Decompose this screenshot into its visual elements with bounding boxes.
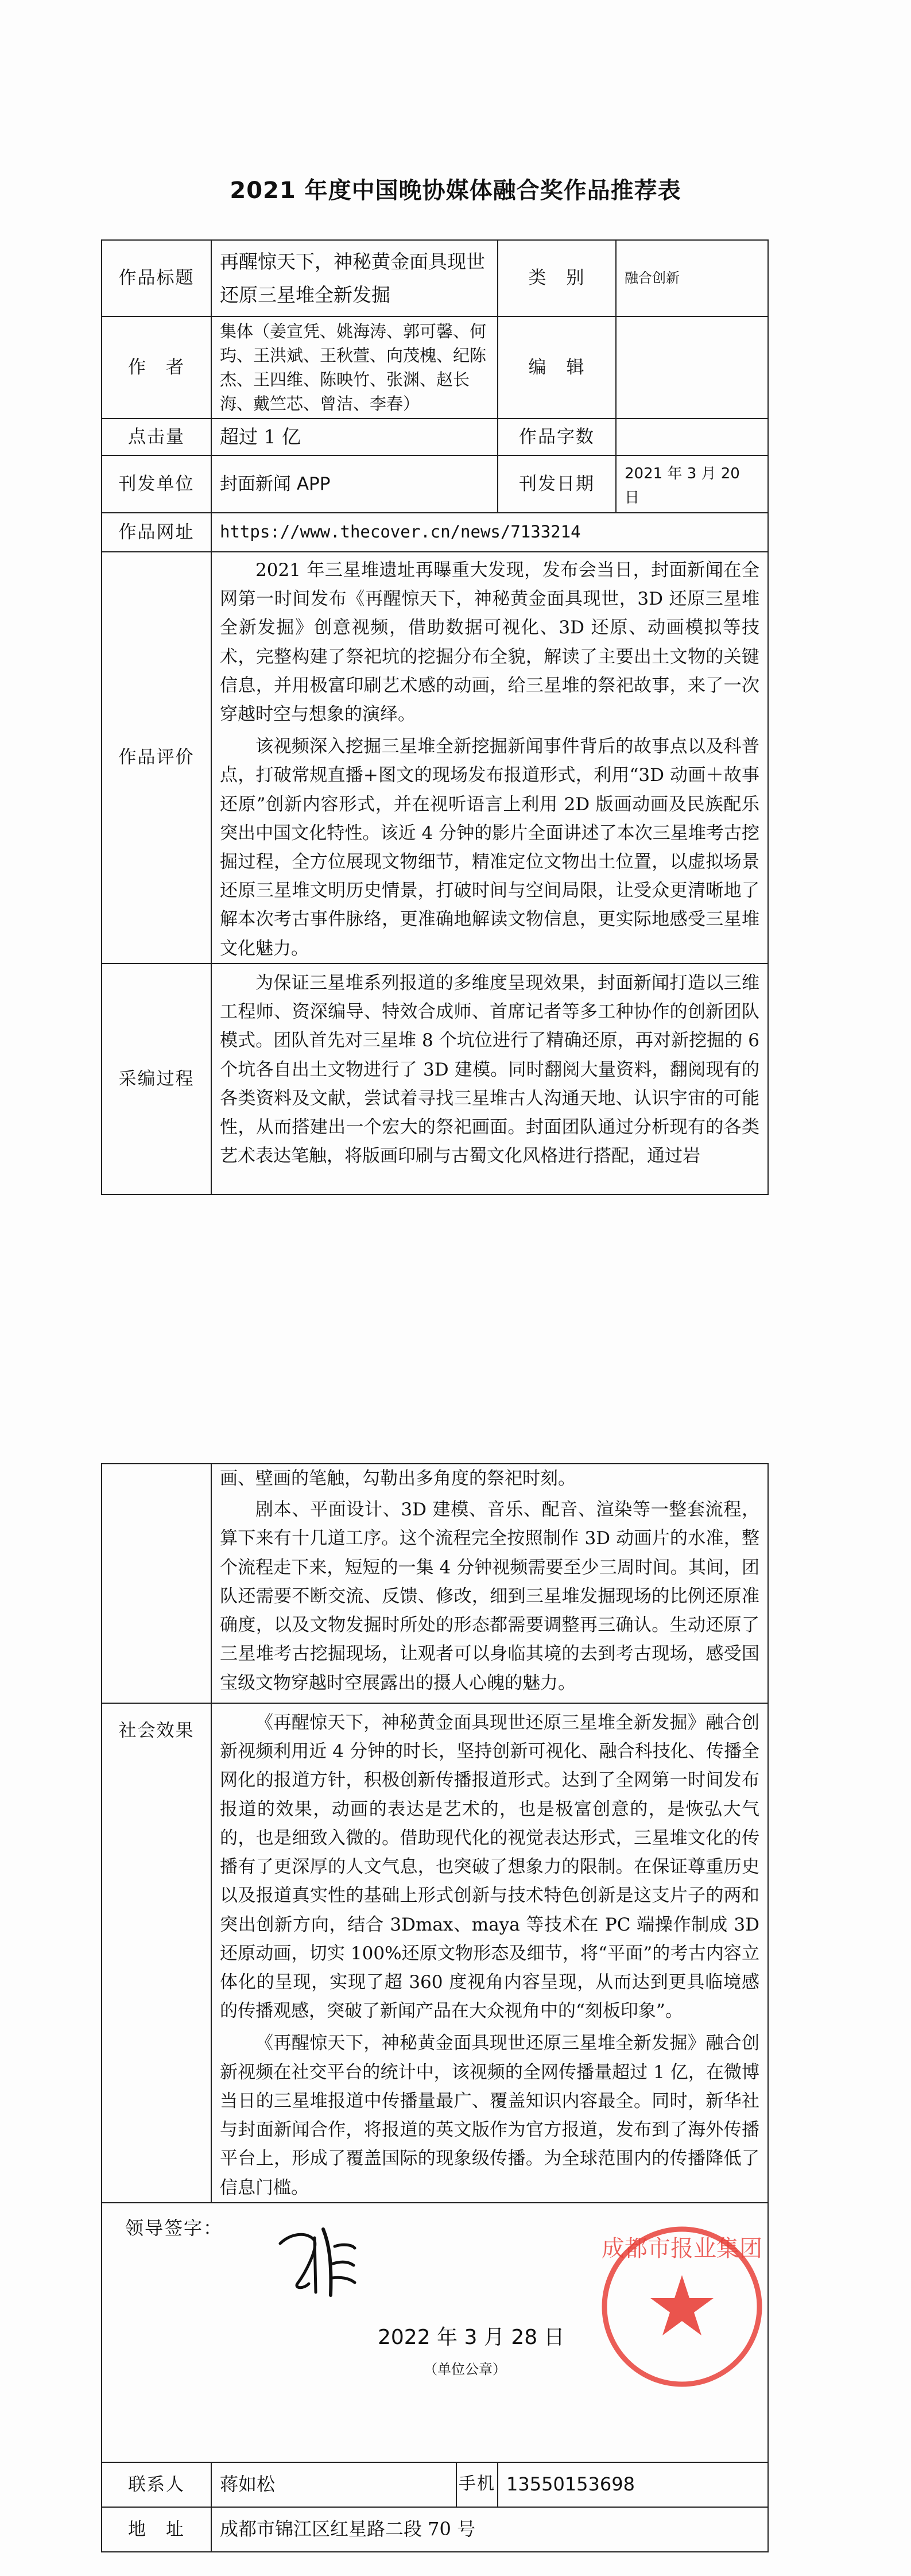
clicks-label: 点击量 — [102, 419, 211, 455]
process-label: 采编过程 — [102, 964, 211, 1194]
address-label: 地 址 — [102, 2507, 211, 2552]
word-count-label: 作品字数 — [498, 419, 616, 455]
publisher-label: 刊发单位 — [102, 455, 211, 513]
recommendation-form-part1 — [101, 239, 769, 1195]
document-title: 2021 年度中国晚协媒体融合奖作品推荐表 — [230, 177, 681, 204]
process-content-part2 — [211, 1464, 768, 1703]
publisher-value: 封面新闻 APP — [211, 455, 498, 513]
row-signature — [102, 2203, 768, 2462]
sign-date: 2022 年 3 月 28 日 — [378, 2325, 565, 2349]
clicks-value: 超过 1 亿 — [211, 419, 498, 455]
phone-value: 13550153698 — [498, 2462, 768, 2507]
url-value[interactable]: https://www.thecover.cn/news/7133214 — [211, 513, 768, 552]
process-content-part1 — [211, 964, 768, 1194]
effect-content — [211, 1703, 768, 2203]
process-paragraph: 剧本、平面设计、3D 建模、音乐、配音、渲染等一整套流程，算下来有十几道工序。这个流程完全按照制作 3D 动画片的水准，整个流程走下来，短短的一集 4 分钟视频需要至少三周时间。其间，团队还需要不断交流、反馈、修改，细到三星堆发掘现场的比例还原准确度，以及文物发掘时所处的形态都需要调整再三确认。生动还原了三星堆考古挖掘现场，让观者可以身临其境的去到考古现场，感受国宝级文物穿越时空展露出的摄人心魄的魅力。 — [220, 1499, 760, 1693]
url-label: 作品网址 — [102, 513, 211, 552]
seal-text: 成都市报业集团 — [602, 2235, 762, 2262]
work-title-label: 作品标题 — [102, 240, 211, 316]
row-contact — [102, 2462, 768, 2507]
process-paragraph: 为保证三星堆系列报道的多维度呈现效果，封面新闻打造以三维工程师、资深编导、特效合成师、首席记者等多工种协作的创新团队模式。团队首先对三星堆 8 个坑位进行了精确还原，再对新挖掘的 6 个坑各自出土文物进行了 3D 建模。同时翻阅大量资料，翻阅现有的各类资料及文献，尝试着寻找三星堆古人沟通天地、认识宇宙的可能性，从而搭建出一个宏大的祭祀画面。封面团队通过分析现有的各类艺术表达笔触，将版画印刷与古蜀文化风格进行搭配，通过岩 — [220, 972, 759, 1167]
evaluation-content — [211, 552, 768, 964]
row-authors — [102, 316, 768, 419]
work-title-value: 再醒惊天下，神秘黄金面具现世还原三星堆全新发掘 — [211, 240, 498, 316]
row-url — [102, 513, 768, 552]
handwritten-signature — [274, 2221, 360, 2301]
category-label: 类 别 — [498, 240, 616, 316]
evaluation-paragraph: 2021 年三星堆遗址再曝重大发现，发布会当日，封面新闻在全网第一时间发布《再醒惊天下，神秘黄金面具现世，3D 还原三星堆全新发掘》创意视频，借助数据可视化、3D 还原、动画模拟等技术，完整构建了祭祀坑的挖掘分布全貌，解读了主要出土文物的关键信息，并用极富印刷艺术感的动画，给三星堆的祭祀故事，来了一次穿越时空与想象的演绎。 — [220, 559, 759, 725]
row-effect — [102, 1703, 768, 2203]
evaluation-paragraph: 该视频深入挖掘三星堆全新挖掘新闻事件背后的故事点以及科普点，打破常规直播+图文的现场发布报道形式，利用“3D 动画＋故事还原”创新内容形式，并在视听语言上利用 2D 版画动画及民族配乐突出中国文化特性。该近 4 分钟的影片全面讲述了本次三星堆考古挖掘过程，全方位展现文物细节，精准定位文物出土位置，以虚拟场景还原三星堆文明历史情景，打破时间与空间局限，让受众更清晰地了解本次考古事件脉络，更准确地解读文物信息，更实际地感受三星堆文化魅力。 — [220, 736, 759, 959]
address-value: 成都市锦江区红星路二段 70 号 — [211, 2507, 768, 2552]
process-label-continued — [102, 1464, 211, 1703]
phone-label: 手机 — [456, 2462, 498, 2507]
official-seal — [596, 2221, 768, 2393]
effect-paragraph: 《再醒惊天下，神秘黄金面具现世还原三星堆全新发掘》融合创新视频利用近 4 分钟的时长，坚持创新可视化、融合科技化、传播全网化的报道方针，积极创新传播报道形式。达到了全网第一时间发布报道的效果，动画的表达是艺术的，也是极富创意的，是恢弘大气的，也是细致入微的。借助现代化的视觉表达形式，三星堆文化的传播有了更深厚的人文气息，也突破了想象力的限制。在保证尊重历史以及报道真实性的基础上形式创新与技术特色创新是这支片子的两和突出创新方向，结合 3Dmax、maya 等技术在 PC 端操作制成 3D 还原动画，切实 100%还原文物形态及细节，将“平面”的考古内容立体化的呈现，实现了超 360 度视角内容呈现，从而达到更具临境感的传播观感，突破了新闻产品在大众视角中的“刻板印象”。 — [220, 1712, 760, 2022]
effect-paragraph: 《再醒惊天下，神秘黄金面具现世还原三星堆全新发掘》融合创新视频在社交平台的统计中，该视频的全网传播量超过 1 亿，在微博当日的三星堆报道中传播量最广、覆盖知识内容最全。同时，新华社与封面新闻合作，将报道的英文版作为官方报道，发布到了海外传播平台上，形成了覆盖国际的现象级传播。为全球范围内的传播降低了信息门槛。 — [220, 2033, 760, 2198]
authors-value: 集体（姜宣凭、姚海涛、郭可馨、何玙、王洪斌、王秋萱、向茂槐、纪陈杰、王四维、陈映竹、张渊、赵长海、戴竺芯、曾洁、李春） — [211, 316, 498, 419]
row-address — [102, 2507, 768, 2552]
row-title — [102, 240, 768, 316]
signature-cell — [102, 2203, 768, 2462]
row-publisher — [102, 455, 768, 513]
leader-sign-label: 领导签字： — [125, 2217, 223, 2239]
process-paragraph: 画、壁画的笔触，勾勒出多角度的祭祀时刻。 — [220, 1468, 576, 1489]
evaluation-label: 作品评价 — [102, 552, 211, 964]
unit-stamp-label: （单位公章） — [424, 2361, 506, 2377]
contact-label: 联系人 — [102, 2462, 211, 2507]
row-process-part1 — [102, 964, 768, 1194]
editor-label: 编 辑 — [498, 316, 616, 419]
word-count-value — [616, 419, 768, 455]
recommendation-form-part2 — [101, 1463, 769, 2552]
pub-date-label: 刊发日期 — [498, 455, 616, 513]
pub-date-value: 2021 年 3 月 20 日 — [616, 455, 768, 513]
contact-value: 蒋如松 — [211, 2462, 456, 2507]
editor-value — [616, 316, 768, 419]
row-clicks — [102, 419, 768, 455]
category-value: 融合创新 — [616, 240, 768, 316]
effect-label: 社会效果 — [102, 1703, 211, 2203]
row-process-part2 — [102, 1464, 768, 1703]
authors-label: 作 者 — [102, 316, 211, 419]
row-evaluation — [102, 552, 768, 964]
